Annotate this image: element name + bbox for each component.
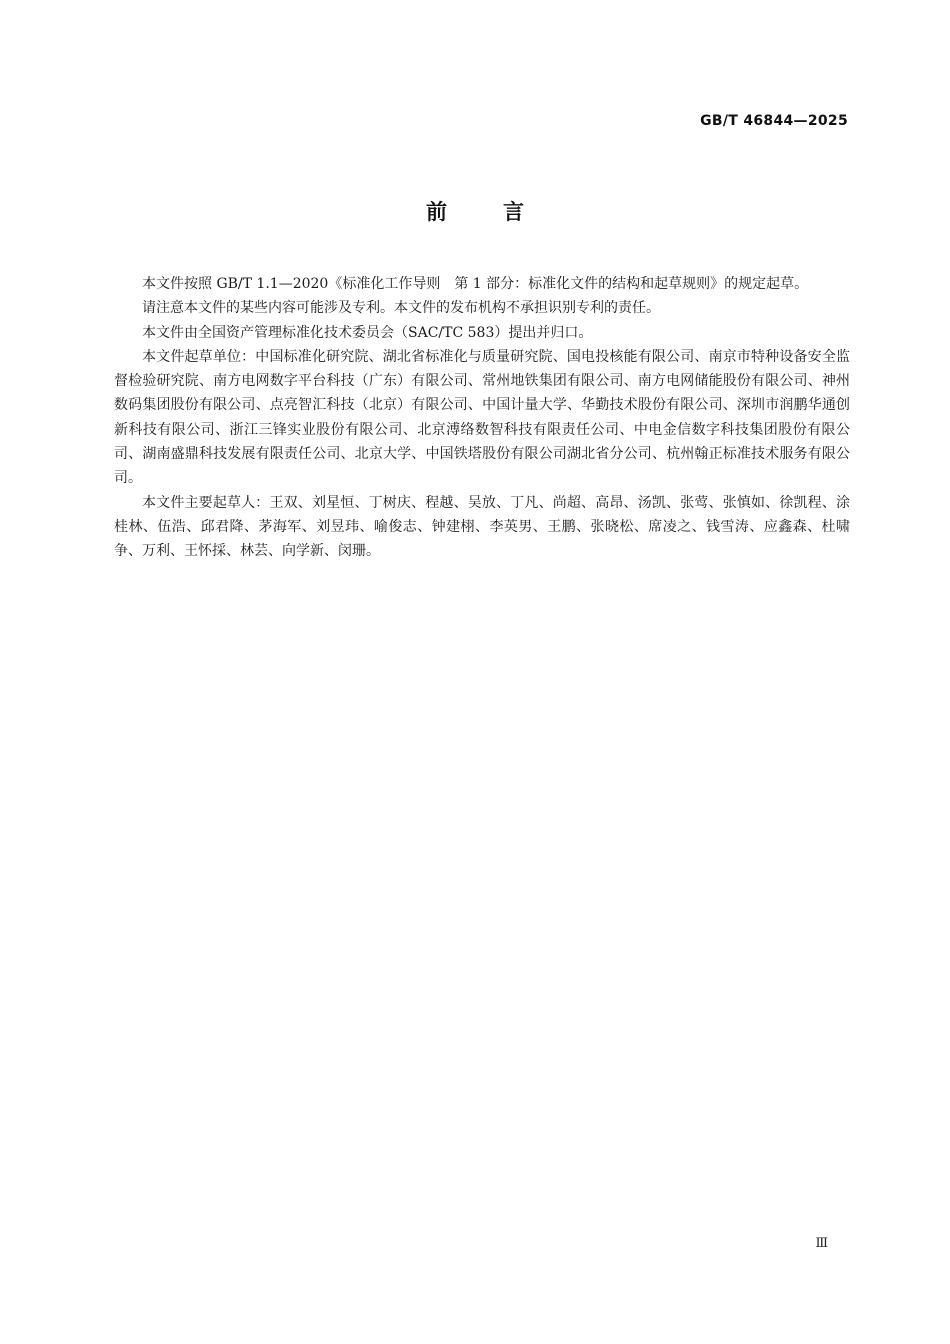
paragraph-drafting-units: 本文件起草单位：中国标准化研究院、湖北省标准化与质量研究院、国电投核能有限公司、南京市特种设备安全监督检验研究院、南方电网数字平台科技（广东）有限公司、常州地铁集团有限公司、南方电网储能股份有限公司、神州数码集团股份有限公司、点亮智汇科技（北京）有限公司、中国计量大学、华勤技术股份有限公司、深圳市润鹏华通创新科技有限公司、浙江三锋实业股份有限公司、北京溥络数智科技有限责任公司、中电金信数字科技集团股份有限公司、湖南盛鼎科技发展有限责任公司、北京大学、中国铁塔股份有限公司湖北省分公司、杭州翰正标准技术服务有限公司。 — [114, 348, 850, 487]
paragraph-drafting-rules: 本文件按照 GB/T 1.1—2020《标准化工作导则 第 1 部分：标准化文件的结构和起草规则》的规定起草。 — [142, 276, 809, 292]
paragraph-proposer: 本文件由全国资产管理标准化技术委员会（SAC/TC 583）提出并归口。 — [142, 324, 593, 341]
document-number: GB/T 46844—2025 — [700, 113, 848, 129]
page-number: Ⅲ — [815, 1236, 828, 1251]
foreword-body — [114, 272, 850, 564]
paragraph-drafters: 本文件主要起草人：王双、刘星恒、丁树庆、程越、吴放、丁凡、尚超、高昂、汤凯、张莺、张慎如、徐凯程、涂桂林、伍浩、邱君降、茅海军、刘昱玮、喻俊志、钟建栩、李英男、王鹏、张晓松、席凌之、钱雪涛、应鑫森、杜啸争、万利、王怀採、林芸、向学新、闵珊。 — [114, 494, 850, 560]
paragraph-patent-notice: 请注意本文件的某些内容可能涉及专利。本文件的发布机构不承担识别专利的责任。 — [142, 300, 660, 317]
page-title: 前言 — [426, 200, 580, 224]
